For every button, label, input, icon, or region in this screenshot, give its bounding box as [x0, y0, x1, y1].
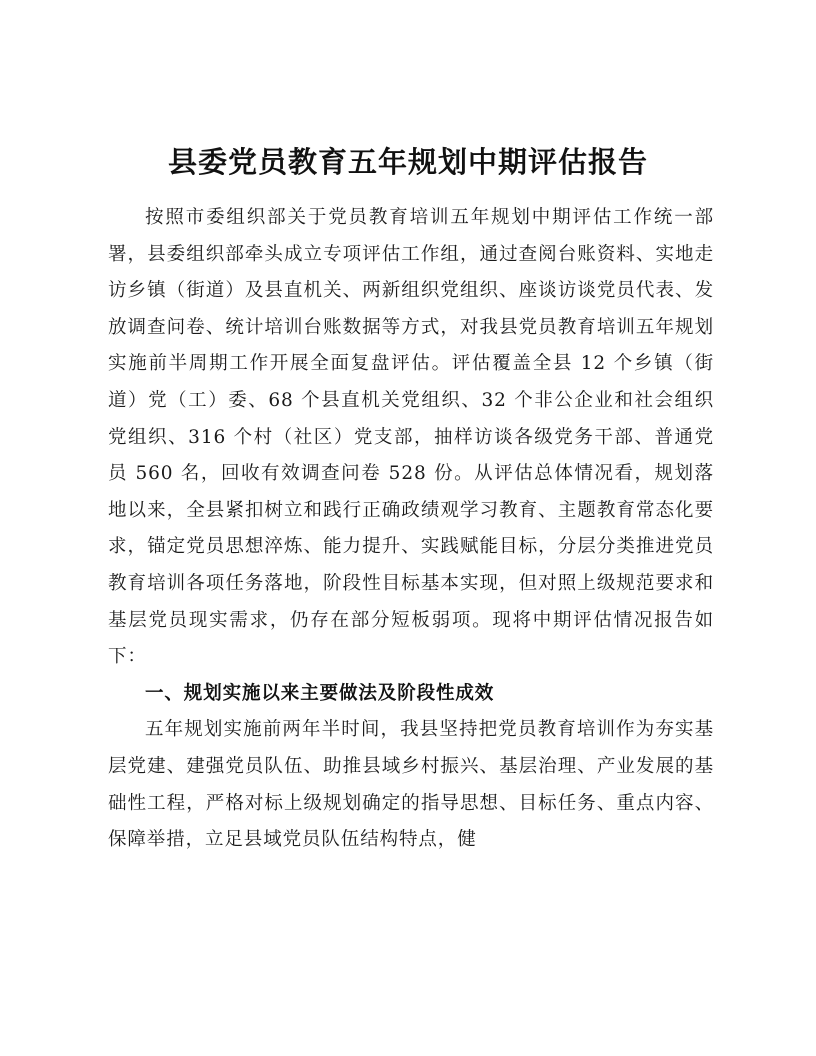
- document-title: 县委党员教育五年规划中期评估报告: [167, 145, 648, 179]
- section-heading-1: 一、规划实施以来主要做法及阶段性成效: [145, 682, 495, 704]
- paragraph-section-1: 五年规划实施前两年半时间，我县坚持把党员教育培训作为夯实基层党建、建强党员队伍、助推县域乡村振兴、基层治理、产业发展的基础性工程，严格对标上级规划确定的指导思想、目标任务、重点内容、保障举措，立足县域党员队伍结构特点，健: [108, 719, 714, 851]
- document-body: [108, 200, 714, 859]
- paragraph-intro: 按照市委组织部关于党员教育培训五年规划中期评估工作统一部署，县委组织部牵头成立专项评估工作组，通过查阅台账资料、实地走访乡镇（街道）及县直机关、两新组织党组织、座谈访谈党员代表、发放调查问卷、统计培训台账数据等方式，对我县党员教育培训五年规划实施前半周期工作开展全面复盘评估。评估覆盖全县 12 个乡镇（街道）党（工）委、68 个县直机关党组织、32 个非公企业和社会组织党组织、316 个村（社区）党支部，抽样访谈各级党务干部、普通党员 560 名，回收有效调查问卷 528 份。从评估总体情况看，规划落地以来，全县紧扣树立和践行正确政绩观学习教育、主题教育常态化要求，锚定党员思想淬炼、能力提升、实践赋能目标，分层分类推进党员教育培训各项任务落地，阶段性目标基本实现，但对照上级规范要求和基层党员现实需求，仍存在部分短板弱项。现将中期评估情况报告如下：: [108, 207, 714, 668]
